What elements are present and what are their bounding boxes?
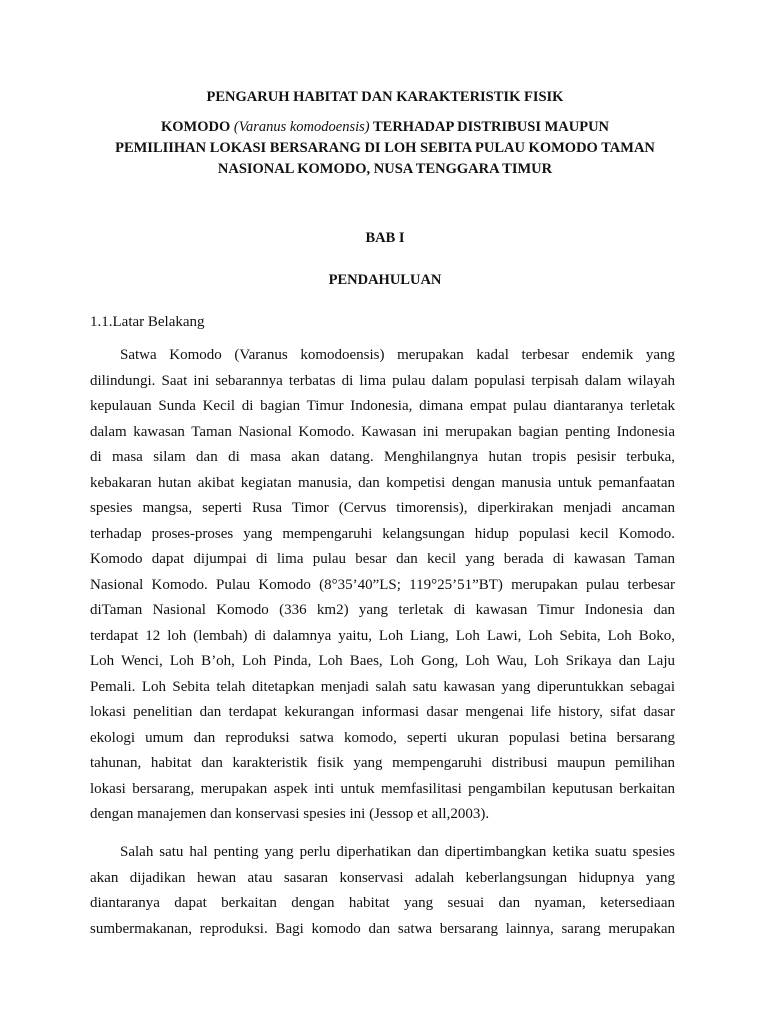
paragraph-line: di masa silam dan di masa akan datang. Menghilangnya hutan tropis pesisir terbuka, xyxy=(90,449,675,465)
title-line-4: NASIONAL KOMODO, NUSA TENGGARA TIMUR xyxy=(217,161,553,177)
chapter-title: PENDAHULUAN xyxy=(328,272,442,288)
chapter-number: BAB I xyxy=(365,230,405,246)
section-heading: 1.1.Latar Belakang xyxy=(90,314,205,330)
paragraph-line: lokasi bersarang, merupakan aspek inti untuk memfasilitasi pengambilan keputusan berkaitan xyxy=(90,780,675,797)
title-species-italic: (Varanus komodoensis) xyxy=(233,119,370,135)
paragraph-line: lokasi penelitian dan terdapat kekurangan informasi dasar mengenai life history, sifat dasar xyxy=(90,704,675,720)
paragraph-line: Satwa Komodo (Varanus komodoensis) merupakan kadal terbesar endemik yang xyxy=(120,347,675,363)
paragraph-line: Nasional Komodo. Pulau Komodo (8°35’40”LS; 119°25’51”BT) merupakan pulau terbesar xyxy=(90,576,675,593)
paragraph-1 xyxy=(90,343,675,828)
title-prefix: KOMODO xyxy=(160,119,234,135)
paragraph-line: dalam kawasan Taman Nasional Komodo. Kawasan ini merupakan bagian penting Indonesia xyxy=(90,423,675,440)
title-suffix: TERHADAP DISTRIBUSI MAUPUN xyxy=(369,119,610,135)
document-title-line-1 xyxy=(90,87,680,108)
document-title-block xyxy=(90,117,680,180)
paragraph-line: dengan manajemen dan konservasi spesies ini (Jessop et all,2003). xyxy=(90,806,490,822)
paragraph-line: terdapat 12 loh (lembah) di dalamnya yaitu, Loh Liang, Loh Lawi, Loh Sebita, Loh Boko, xyxy=(90,627,675,644)
paragraph-line: akan dijadikan hewan atau sasaran konservasi adalah keberlangsungan hidupnya yang xyxy=(90,869,675,886)
paragraph-line: terhadap proses-proses yang mempengaruhi kelangsungan hidup populasi kecil Komodo. xyxy=(90,525,675,542)
paragraph-2 xyxy=(90,840,675,942)
paragraph-line: Salah satu hal penting yang perlu diperhatikan dan dipertimbangkan ketika suatu spesies xyxy=(120,844,675,860)
paragraph-line: dilindungi. Saat ini sebarannya terbatas di lima pulau dalam populasi terpisah dalam wilayah xyxy=(90,372,675,389)
paragraph-line: diantaranya dapat berkaitan dengan habitat yang sesuai dan nyaman, ketersediaan xyxy=(90,895,675,911)
paragraph-line: tahunan, habitat dan karakteristik fisik yang mempengaruhi distribusi maupun pemilihan xyxy=(90,755,675,771)
paragraph-line: kepulauan Sunda Kecil di bagian Timur Indonesia, dimana empat pulau diantaranya terletak xyxy=(90,398,675,414)
paragraph-line: Pemali. Loh Sebita telah ditetapkan menjadi salah satu kawasan yang diperuntukkan sebagai xyxy=(90,678,675,695)
title-text-1: PENGARUH HABITAT DAN KARAKTERISTIK FISIK xyxy=(206,89,564,105)
paragraph-line: spesies mangsa, seperti Rusa Timor (Cervus timorensis), diperkirakan menjadi ancaman xyxy=(90,500,675,516)
title-line-3: PEMILIIHAN LOKASI BERSARANG DI LOH SEBITA PULAU KOMODO TAMAN xyxy=(115,140,655,156)
paragraph-line: ekologi umum dan reproduksi satwa komodo, seperti ukuran populasi betina bersarang xyxy=(90,729,675,746)
paragraph-line: Komodo dapat dijumpai di lima pulau besar dan kecil yang berada di kawasan Taman xyxy=(90,551,675,567)
paragraph-line: Loh Wenci, Loh B’oh, Loh Pinda, Loh Baes, Loh Gong, Loh Wau, Loh Srikaya dan Laju xyxy=(90,653,675,669)
title-line-2 xyxy=(90,117,680,138)
paragraph-line: sumbermakanan, reproduksi. Bagi komodo dan satwa bersarang lainnya, sarang merupakan xyxy=(90,920,675,937)
paragraph-line: diTaman Nasional Komodo (336 km2) yang terletak di kawasan Timur Indonesia dan xyxy=(90,602,675,618)
paragraph-line: kebakaran hutan akibat kegiatan manusia, dan kompetisi dengan manusia untuk pemanfaatan xyxy=(90,474,675,491)
